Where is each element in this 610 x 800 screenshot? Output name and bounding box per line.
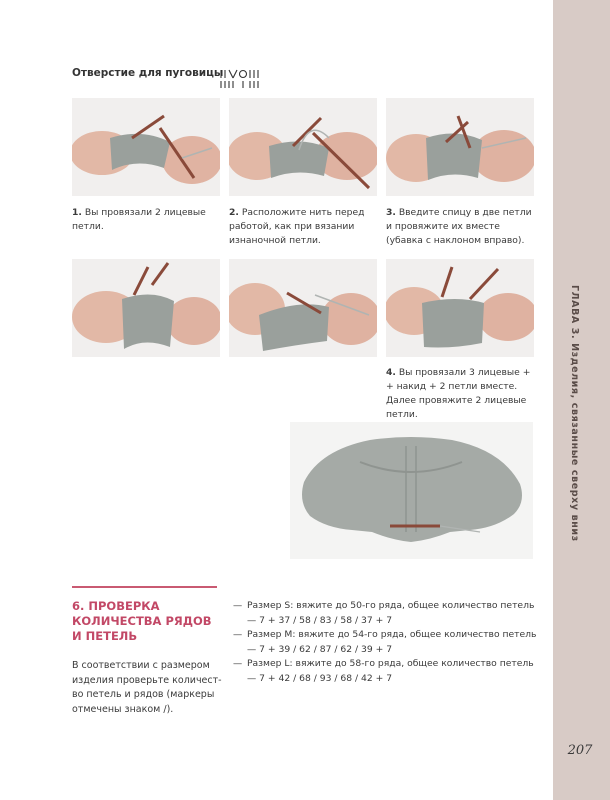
section-heading: 6. ПРОВЕРКА КОЛИЧЕСТВА РЯДОВ И ПЕТЕЛЬ bbox=[72, 599, 212, 643]
step-photo-3 bbox=[386, 98, 534, 196]
step-text: Введите спицу в две петли и провяжите их вместе (убавка с наклоном вправо). bbox=[386, 207, 532, 246]
step-caption-2 bbox=[229, 206, 379, 248]
step-text: Вы провязали 3 лицевые + + накид + 2 петли вместе. Далее провяжите 2 лицевые петли. bbox=[386, 367, 531, 420]
step-number: 2. bbox=[229, 207, 239, 218]
step-caption-1 bbox=[72, 206, 222, 234]
list-item bbox=[233, 599, 543, 628]
page-number: 207 bbox=[567, 743, 593, 758]
step-caption-3 bbox=[386, 206, 536, 248]
section-divider bbox=[72, 586, 217, 588]
section-title: Отверстие для пуговицы bbox=[72, 67, 224, 79]
dash: — bbox=[233, 658, 243, 669]
section-body: В соответствии с размером изделия проверьте количество петель и рядов (маркеры отмечены знаком /). bbox=[72, 660, 222, 715]
step-photo-4 bbox=[72, 259, 220, 357]
size-text: Размер S: вяжите до 50-го ряда, общее количество петель — 7 + 37 / 58 / 83 / 58 / 37 + 7 bbox=[247, 600, 535, 626]
step-photo-2 bbox=[229, 98, 377, 196]
list-item bbox=[233, 628, 543, 657]
step-photo-6 bbox=[386, 259, 534, 357]
step-number: 3. bbox=[386, 207, 396, 218]
chapter-title: ГЛАВА 3. Изделия, связанные сверху вниз bbox=[569, 285, 580, 542]
dash: — bbox=[233, 600, 243, 611]
step-number: 4. bbox=[386, 367, 396, 378]
step-photo-1 bbox=[72, 98, 220, 196]
step-caption-4 bbox=[386, 366, 536, 422]
size-list bbox=[233, 599, 543, 686]
size-text: Размер L: вяжите до 58-го ряда, общее количество петель — 7 + 42 / 68 / 93 / 68 / 42 + 7 bbox=[247, 658, 534, 684]
size-text: Размер М: вяжите до 54-го ряда, общее количество петель — 7 + 39 / 62 / 87 / 62 / 39 + 7 bbox=[247, 629, 537, 655]
step-text: Расположите нить перед работой, как при вязании изнаночной петли. bbox=[229, 207, 365, 246]
step-text: Вы провязали 2 лицевые петли. bbox=[72, 207, 206, 232]
knitting-chart-symbols-icon bbox=[219, 68, 271, 90]
dash: — bbox=[233, 629, 243, 640]
yoke-photo bbox=[290, 422, 533, 559]
list-item bbox=[233, 657, 543, 686]
step-number: 1. bbox=[72, 207, 82, 218]
step-photo-5 bbox=[229, 259, 377, 357]
